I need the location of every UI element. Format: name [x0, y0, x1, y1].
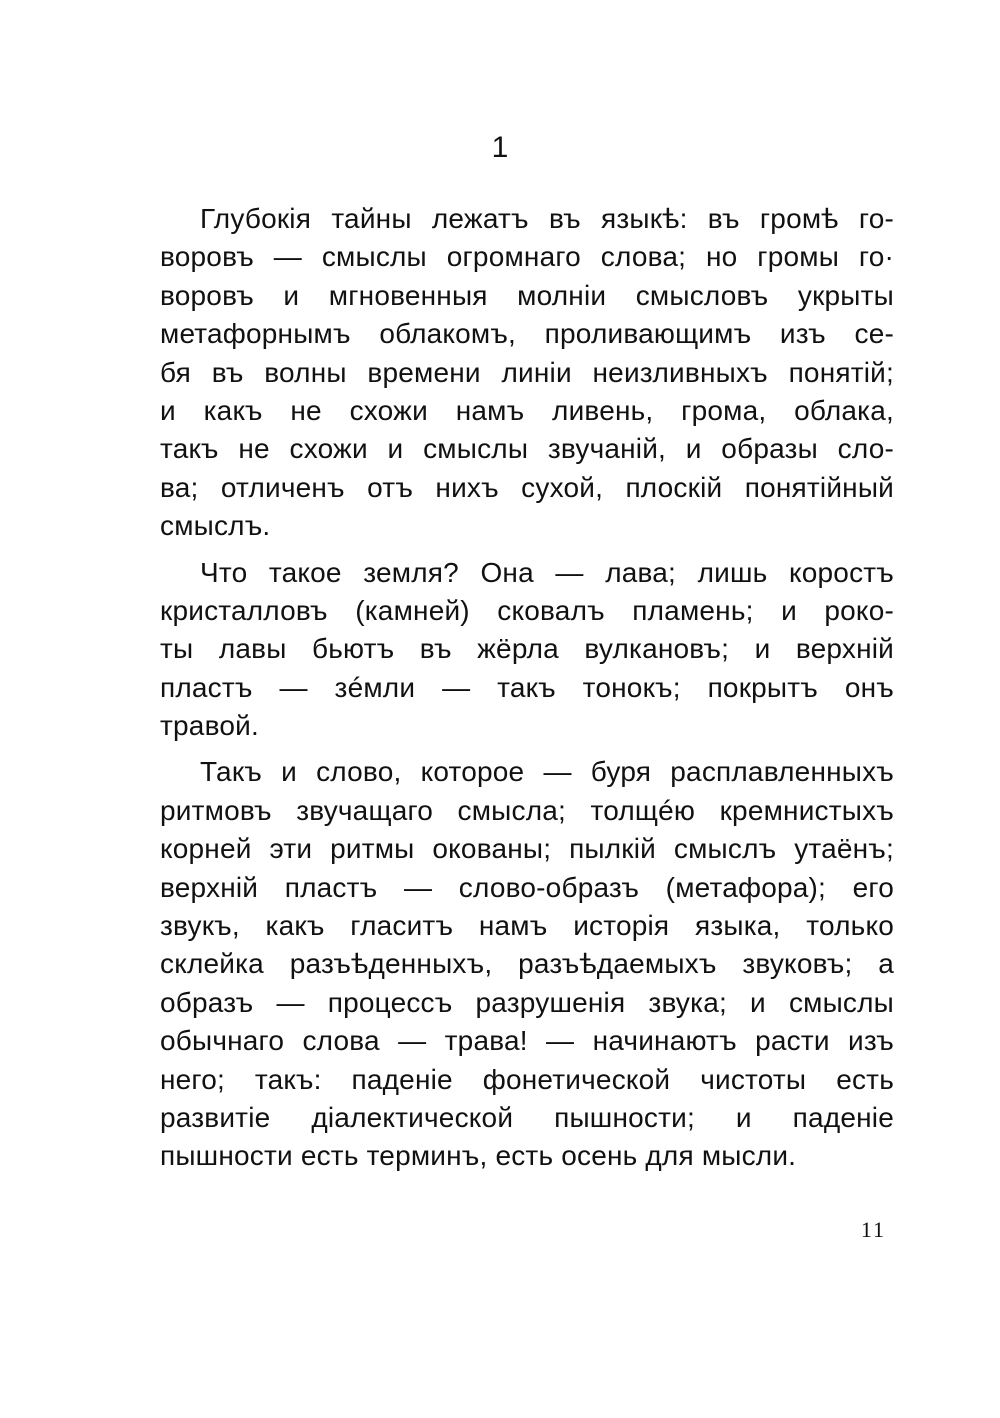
text-line: ты лавы бьютъ въ жёрла вулкановъ; и верхній [160, 633, 894, 665]
section-number: 1 [491, 131, 509, 164]
text-line: и какъ не схожи намъ ливень, грома, облака, [160, 394, 894, 426]
text-line: такъ не схожи и смыслы звучаній, и образы сло- [160, 433, 894, 465]
text-line: пышности есть терминъ, есть осень для мысли. [160, 1140, 797, 1172]
text-line: Такъ и слово, которое — буря расплавленныхъ [200, 756, 894, 788]
text-line: верхній пластъ — слово-образъ (метафора); его [160, 871, 894, 903]
text-line: воровъ и мгновенныя молніи смысловъ укрыты [160, 279, 894, 311]
text-line: ва; отличенъ отъ нихъ сухой, плоскій понятійный [160, 471, 894, 503]
text-line: воровъ — смыслы огромнаго слова; но громы го· [160, 241, 894, 273]
text-line: развитіе діалектической пышности; и паденіе [160, 1101, 894, 1133]
text-line: обычнаго слова — трава! — начинаютъ расти изъ [160, 1025, 894, 1057]
text-line: травой. [160, 710, 259, 742]
text-line: склейка разъѣденныхъ, разъѣдаемыхъ звуковъ; а [160, 948, 894, 980]
text-line: образъ — процессъ разрушенія звука; и смыслы [160, 986, 894, 1018]
text-line: Что такое земля? Она — лава; лишь коростъ [200, 556, 894, 588]
body-text [160, 200, 894, 1184]
page-number: 11 [860, 1217, 886, 1242]
text-line: Глубокія тайны лежатъ въ языкѣ: въ громѣ го- [200, 203, 894, 234]
text-line: кристалловъ (камней) сковалъ пламень; и роко- [160, 594, 894, 626]
text-line: звукъ, какъ гласитъ намъ исторія языка, только [160, 910, 894, 942]
paragraph-3 [160, 753, 894, 1175]
text-line: бя въ волны времени линіи неизливныхъ понятій; [160, 356, 894, 388]
text-line: смыслъ. [160, 510, 271, 542]
text-line: ритмовъ звучащаго смысла; толщéю кремнистыхъ [160, 794, 894, 826]
paragraph-2 [160, 554, 894, 746]
text-line: корней эти ритмы окованы; пылкій смыслъ утаёнъ; [160, 833, 894, 865]
text-line: метафорнымъ облакомъ, проливающимъ изъ се- [160, 318, 894, 350]
paragraph-1 [160, 200, 894, 546]
text-line: него; такъ: паденіе фонетической чистоты есть [160, 1063, 894, 1095]
text-line: пластъ — зéмли — такъ тонокъ; покрытъ онъ [160, 671, 894, 703]
